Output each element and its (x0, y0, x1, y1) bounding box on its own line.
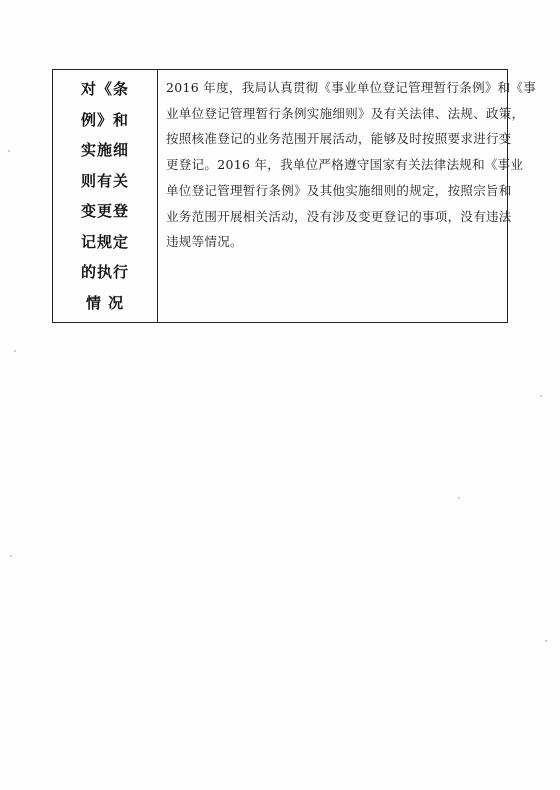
content-text-line: 按照核准登记的业务范围开展活动，能够及时按照要求进行变 (166, 131, 512, 147)
row-label-line: 情 况 (85, 293, 125, 312)
row-label-line: 记规定 (80, 232, 129, 251)
content-text-line: 业单位登记管理暂行条例实施细则》及有关法律、法规、政策， (166, 105, 525, 121)
scan-speck (540, 395, 542, 397)
content-text-line: 违规等情况。 (166, 234, 243, 250)
row-label-line: 实施细 (80, 141, 129, 159)
row-label-line: 则有关 (80, 171, 129, 190)
content-text-line: 更登记。2016 年，我单位严格遵守国家有关法律法规和《事业 (166, 157, 524, 173)
row-label-line: 的执行 (80, 263, 129, 281)
scan-speck (8, 150, 10, 152)
scan-speck (14, 350, 16, 352)
row-label-line: 对《条 (80, 80, 129, 98)
row-label-cell (53, 70, 158, 323)
scan-speck (10, 555, 12, 557)
content-text-line: 2016 年度，我局认真贯彻《事业单位登记管理暂行条例》和《事 (166, 80, 537, 95)
row-label-line: 变更登 (80, 202, 129, 220)
scan-speck (545, 640, 547, 642)
row-content-cell (158, 70, 537, 323)
scan-speck (458, 497, 460, 499)
content-text-line: 业务范围开展相关活动，没有涉及变更登记的事项，没有违法 (166, 208, 512, 224)
content-text-line: 单位登记管理暂行条例》及其他实施细则的规定，按照宗旨和 (166, 182, 512, 198)
row-label-line: 例》和 (80, 110, 129, 129)
registration-form-table (52, 69, 537, 323)
table-row (53, 70, 508, 323)
